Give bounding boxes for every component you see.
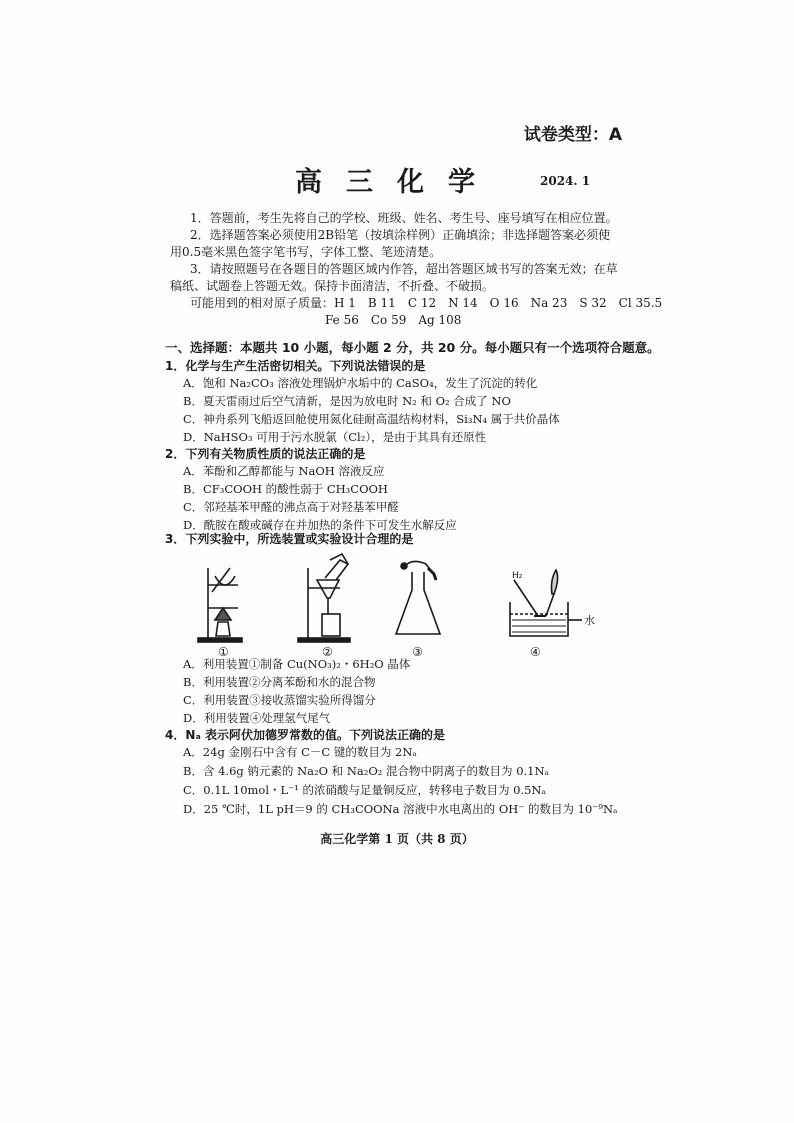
question-1-stem: 1．化学与生产生活密切相关。下列说法错误的是 — [165, 359, 426, 373]
page-footer: 高三化学第 1 页（共 8 页） — [320, 832, 474, 846]
question-3-option-c: C．利用装置③接收蒸馏实验所得馏分 — [183, 693, 376, 707]
instruction-3: 3．请按照题号在各题目的答题区域内作答，超出答题区域书写的答案无效；在草 — [190, 262, 618, 276]
question-4-option-a: A．24g 金刚石中含有 C－C 键的数目为 2Nₐ — [183, 745, 417, 759]
question-1-option-d: D．NaHSO₃ 可用于污水脱氯（Cl₂），是由于其具有还原性 — [183, 430, 487, 444]
figure-label-1: ① — [218, 645, 229, 659]
question-4-option-d: D．25 ℃时，1L pH＝9 的 CH₃COONa 溶液中水电离出的 OH⁻ 的数目为 10⁻⁹Nₐ — [183, 802, 618, 816]
question-2-option-d: D．酰胺在酸或碱存在并加热的条件下可发生水解反应 — [183, 518, 457, 532]
question-3-option-b: B．利用装置②分离苯酚和水的混合物 — [183, 675, 376, 689]
question-2-option-a: A．苯酚和乙醇都能与 NaOH 溶液反应 — [183, 464, 385, 478]
page-title: 高三化学 — [295, 167, 499, 198]
exam-date: 2024. 1 — [540, 174, 591, 188]
figure-label-3: ③ — [412, 645, 423, 659]
atomic-mass-line-2: Fe 56 Co 59 Ag 108 — [325, 313, 462, 327]
figure-label-2: ② — [322, 645, 333, 659]
instruction-3-cont: 稿纸、试题卷上答题无效。保持卡面清洁，不折叠、不破损。 — [170, 279, 495, 293]
question-2-option-c: C．邻羟基苯甲醛的沸点高于对羟基苯甲醛 — [183, 500, 399, 514]
atomic-mass-line-1: 可能用到的相对原子质量：H 1 B 11 C 12 N 14 O 16 Na 23 S 32 Cl 35.5 — [190, 296, 663, 310]
instruction-2: 2．选择题答案必须使用2B铅笔（按填涂样例）正确填涂；非选择题答案必须使 — [190, 228, 611, 242]
figure-label-4: ④ — [530, 645, 541, 659]
question-2-option-b: B．CF₃COOH 的酸性弱于 CH₃COOH — [183, 482, 388, 496]
apparatus-2-filtration — [298, 554, 350, 642]
apparatus-figure — [190, 550, 610, 662]
apparatus-1-evaporation — [198, 568, 242, 642]
question-3-option-d: D．利用装置④处理氢气尾气 — [183, 711, 331, 725]
question-1-option-c: C．神舟系列飞船返回舱使用氮化硅耐高温结构材料，Si₃N₄ 属于共价晶体 — [183, 412, 560, 426]
question-1-option-a: A．饱和 Na₂CO₃ 溶液处理锅炉水垢中的 CaSO₄，发生了沉淀的转化 — [183, 376, 538, 390]
question-3-stem: 3．下列实验中，所选装置或实验设计合理的是 — [165, 532, 414, 546]
question-4-option-c: C．0.1L 10mol・L⁻¹ 的浓硝酸与足量铜反应，转移电子数目为 0.5Nₐ — [183, 783, 546, 797]
question-3-option-a: A．利用装置①制备 Cu(NO₃)₂・6H₂O 晶体 — [183, 657, 411, 671]
question-2-stem: 2．下列有关物质性质的说法正确的是 — [165, 447, 366, 461]
apparatus-3-flask — [396, 561, 440, 634]
instruction-2-cont: 用0.5毫米黑色签字笔书写，字体工整、笔迹清楚。 — [170, 245, 442, 259]
instruction-1: 1．答题前，考生先将自己的学校、班级、姓名、考生号、座号填写在相应位置。 — [190, 211, 618, 225]
paper-type-label: 试卷类型：A — [523, 125, 622, 145]
question-1-option-b: B．夏天雷雨过后空气清新，是因为放电时 N₂ 和 O₂ 合成了 NO — [183, 394, 511, 408]
water-label: 水 — [584, 614, 595, 627]
question-4-stem: 4．Nₐ 表示阿伏加德罗常数的值。下列说法正确的是 — [165, 728, 446, 742]
h2-label: H₂ — [512, 571, 523, 581]
section-title: 一、选择题：本题共 10 小题，每小题 2 分，共 20 分。每小题只有一个选项符合题意。 — [165, 340, 660, 355]
question-4-option-b: B．含 4.6g 钠元素的 Na₂O 和 Na₂O₂ 混合物中阴离子的数目为 0.1Nₐ — [183, 764, 549, 778]
